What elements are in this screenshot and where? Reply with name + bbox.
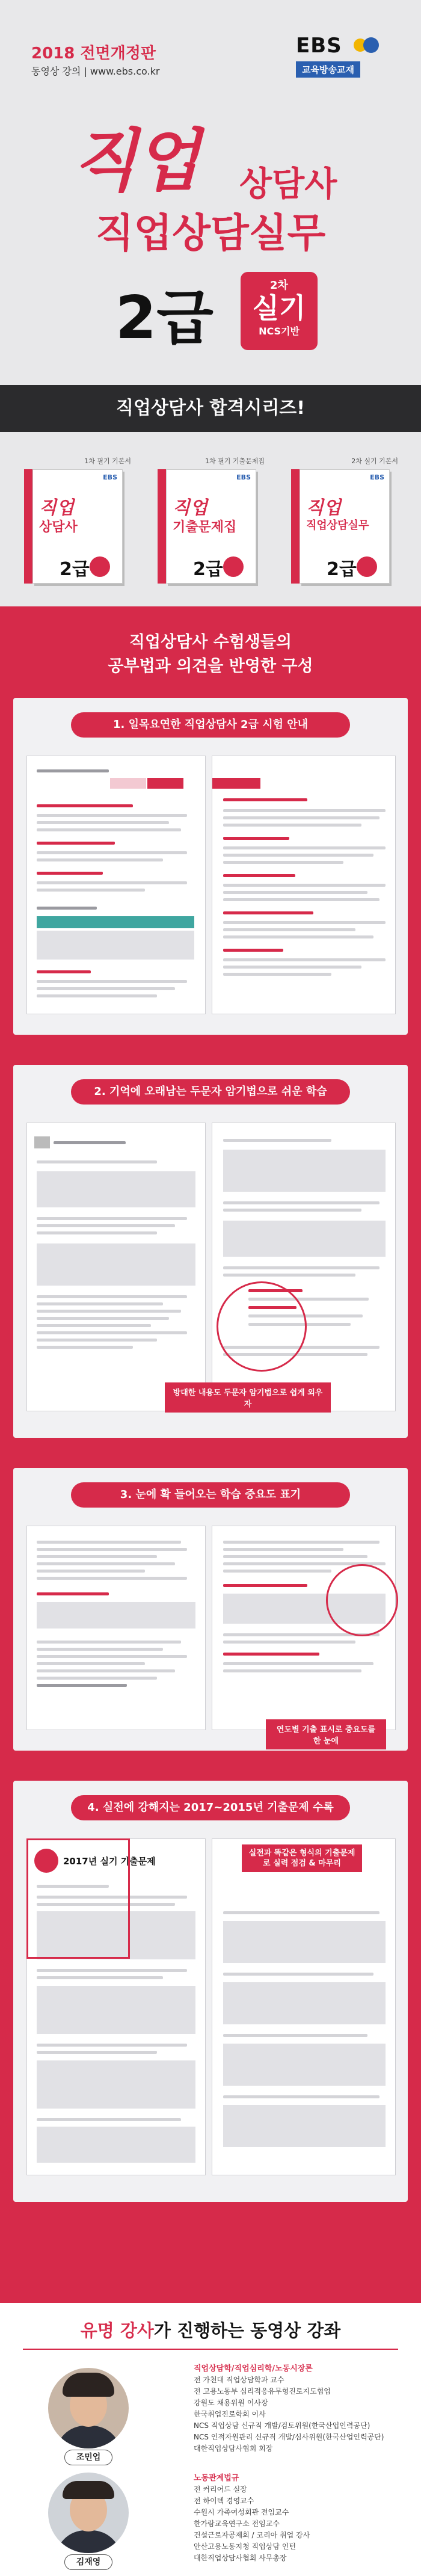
title-jobs: 직업 (72, 122, 198, 200)
highlight-circle (217, 1281, 307, 1372)
lecture-heading (0, 2317, 421, 2342)
sample-page-right (212, 756, 396, 1014)
edition-year: 2018 (31, 45, 75, 63)
title-counselor: 상담사 (239, 165, 337, 204)
ebs-dot-icon (363, 37, 379, 53)
divider (23, 2349, 398, 2350)
book-spine (24, 469, 32, 584)
highlight-box (26, 1838, 130, 1959)
book-subtitle: 상담사 (39, 520, 78, 535)
credential-item: 한국취업진로학회 이사 (194, 2410, 266, 2418)
sample-page-left (26, 756, 206, 1014)
book-label: 2차 실기 기본서 (351, 457, 398, 465)
book-item[interactable] (291, 456, 398, 588)
ebs-logo-text: EBS (236, 473, 251, 481)
credential-item: 전 하이텍 경영교수 (194, 2497, 254, 2505)
credential-item: 전 커리어드 실장 (194, 2485, 247, 2494)
teacher-photo (48, 2473, 129, 2553)
badge-icon (223, 556, 244, 577)
book-spine (291, 469, 300, 584)
book-cover (32, 469, 123, 584)
callout-importance: 연도별 기출 표시로 중요도를 한 눈에 (266, 1719, 386, 1749)
ebs-logo-text: EBS (296, 34, 342, 58)
teacher-name: 김재영 (64, 2554, 112, 2570)
book-spine (158, 469, 166, 584)
book-cover (166, 469, 256, 584)
ebs-logo-text: EBS (103, 473, 117, 481)
features-heading-line2: 공부법과 의견을 반영한 구성 (108, 657, 313, 676)
teacher-credentials (194, 2473, 410, 2564)
highlight-circle (326, 1564, 398, 1636)
teacher-photo (48, 2368, 129, 2448)
features-heading (0, 630, 421, 679)
book-title: 직업 (39, 498, 74, 519)
sample-page-right (212, 1123, 396, 1411)
title-main: 직업상담실무 (95, 210, 326, 256)
teacher-subject: 노동관계법규 (194, 2474, 239, 2483)
series-banner-text: 직업상담사 합격시리즈! (116, 398, 305, 419)
callout-past-exams: 실전과 똑같은 형식의 기출문제로 실력 점검 & 마무리 (242, 1844, 362, 1872)
book-subtitle: 기출문제집 (173, 520, 237, 535)
teacher-name: 조민업 (64, 2450, 112, 2465)
teacher-card (43, 2368, 134, 2470)
edition-label: 전면개정판 (80, 45, 156, 63)
book-cover-hero (0, 0, 421, 385)
features-heading-line1: 직업상담사 수험생들의 (129, 633, 292, 652)
exam-title: 2017년 실기 기출문제 (63, 1856, 156, 1867)
book-title: 직업 (306, 498, 341, 519)
book-cover (300, 469, 390, 584)
credential-item: 수원시 가족여성회관 전임교수 (194, 2508, 289, 2516)
credential-item: 전 고용노동부 심리적응유무형진로지도협업 (194, 2387, 331, 2396)
practical-word: 실기 (252, 292, 306, 324)
credential-item: 전 가천대 직업상담학과 교수 (194, 2376, 284, 2384)
series-banner (0, 385, 421, 432)
callout-mnemonic: 방대한 내용도 두문자 암기법으로 쉽게 외우자 (165, 1382, 331, 1413)
section-title: 3. 눈에 확 들어오는 학습 중요도 표기 (71, 1482, 350, 1508)
credential-item: 안산고용노동지청 직업상담 인턴 (194, 2542, 296, 2551)
feature-section-2 (13, 1065, 408, 1438)
book-item[interactable] (24, 456, 131, 588)
ebs-logo-text: EBS (370, 473, 384, 481)
edition-badge (31, 41, 156, 63)
book-grade: 2급 (327, 559, 357, 580)
book-label: 1차 필기 기본서 (84, 457, 131, 465)
badge-icon (90, 556, 110, 577)
book-subtitle: 직업상담실무 (306, 519, 369, 532)
sample-page-left (26, 1123, 206, 1411)
video-lecture-info: 동영상 강의 | www.ebs.co.kr (31, 66, 160, 77)
lecture-section (0, 2303, 421, 2576)
feature-section-1 (13, 698, 408, 1035)
book-series-row (0, 432, 421, 606)
ebs-logo (296, 34, 390, 77)
section-title: 2. 기억에 오래남는 두문자 암기법으로 쉬운 학습 (71, 1079, 350, 1105)
practical-round: 2차 (270, 279, 288, 292)
section-title: 1. 일목요연한 직업상담사 2급 시험 안내 (71, 712, 350, 738)
credential-item: 대한직업상담사협회 사무총장 (194, 2554, 287, 2562)
grade-label: 2급 (115, 284, 214, 353)
credential-item: NCS 직업상담 신규직 개발/검토위원(한국산업인력공단) (194, 2421, 370, 2430)
sample-page-left (26, 1526, 206, 1730)
teacher-card (43, 2473, 134, 2575)
practical-ncs: NCS기반 (259, 325, 300, 337)
practical-badge (241, 272, 318, 350)
credential-item: 건설근로자공제회 / 코리아 취업 강사 (194, 2531, 310, 2539)
book-item[interactable] (158, 456, 265, 588)
section-title: 4. 실전에 강해지는 2017~2015년 기출문제 수록 (71, 1795, 350, 1820)
credential-item: NCS 인적자원관리 신규직 개발/심사위원(한국산업인력공단) (194, 2433, 384, 2441)
sample-page-right (212, 1838, 396, 2175)
badge-icon (357, 556, 377, 577)
feature-section-4 (13, 1781, 408, 2202)
teacher-subject: 직업상담학/직업심리학/노동시장론 (194, 2364, 313, 2373)
feature-section-3 (13, 1468, 408, 1751)
credential-item: 대한직업상담사협회 회장 (194, 2444, 273, 2453)
book-title: 직업 (173, 498, 207, 519)
book-grade: 2급 (193, 559, 223, 580)
book-label: 1차 필기 기출문제집 (205, 457, 265, 465)
lecture-heading-highlight: 유명 강사 (80, 2320, 154, 2341)
teacher-credentials (194, 2363, 410, 2454)
lecture-heading-rest: 가 진행하는 동영상 강좌 (153, 2320, 341, 2341)
credential-item: 강원도 채용위원 이사장 (194, 2399, 268, 2407)
credential-item: 한가람교육연구소 전임교수 (194, 2519, 280, 2528)
book-grade: 2급 (60, 559, 90, 580)
ebs-subtitle: 교육방송교재 (296, 61, 360, 78)
